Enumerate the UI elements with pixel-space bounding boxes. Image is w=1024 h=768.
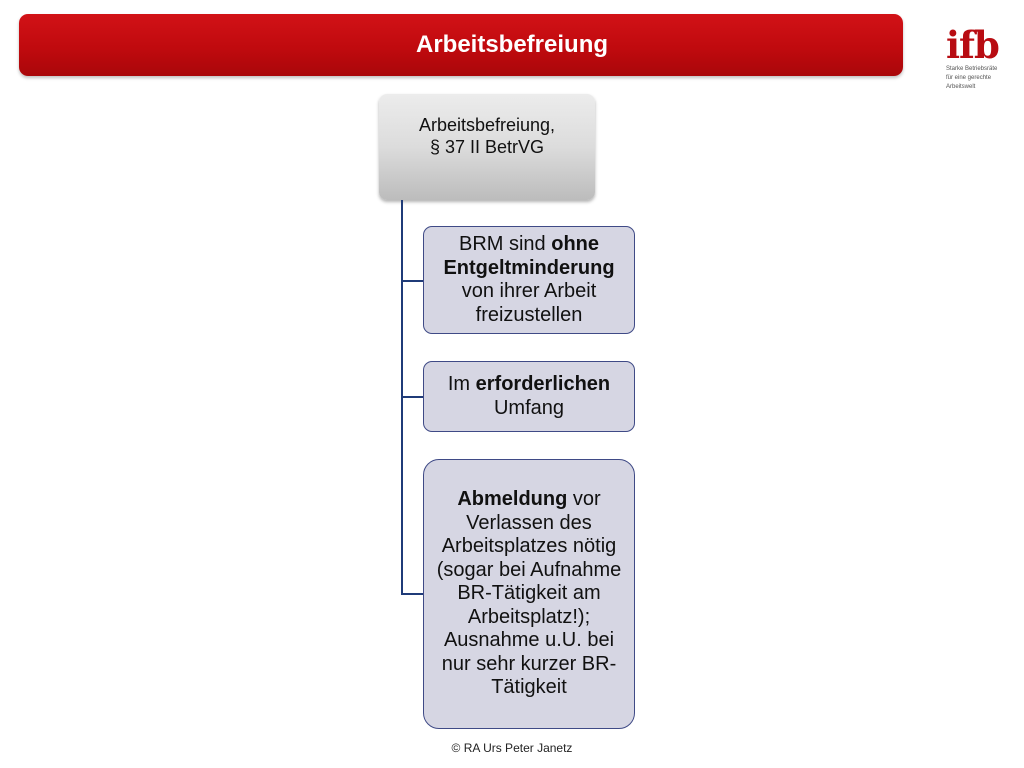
root-node-text xyxy=(419,114,555,158)
child-node-umfang xyxy=(423,361,635,432)
child-node-text xyxy=(430,233,628,327)
text-normal: Im xyxy=(447,373,476,395)
connector-branch-2 xyxy=(401,396,423,398)
child-node-abmeldung xyxy=(423,459,635,729)
logo-tagline-line: Starke Betriebsräte xyxy=(946,66,998,72)
text-normal: vor Verlassen des Arbeitsplatzes nötig (sogar bei Aufnahme BR-Tätigkeit am Arbeitsplatz!); Ausnahme u.U. bei nur sehr kurzer BR-Tätigkeit xyxy=(436,488,622,699)
root-node-line: § 37 II BetrVG xyxy=(429,137,545,157)
connector-branch-3 xyxy=(401,593,423,595)
connector-branch-1 xyxy=(401,280,423,282)
text-bold: Abmeldung xyxy=(457,488,568,511)
child-node-text xyxy=(430,488,628,700)
text-normal: BRM sind xyxy=(458,233,552,255)
root-node xyxy=(379,94,595,200)
text-bold: erforderlichen xyxy=(475,373,611,395)
text-normal: Umfang xyxy=(493,396,565,419)
logo-tagline-line: für eine gerechte xyxy=(946,75,992,81)
child-node-text xyxy=(430,373,628,420)
copyright-footer: © RA Urs Peter Janetz xyxy=(451,741,573,755)
text-bold: ohne Entgeltminderung xyxy=(443,233,615,279)
ifb-logo xyxy=(946,23,1006,90)
logo-tagline-line: Arbeitswelt xyxy=(946,84,976,90)
slide-title: Arbeitsbefreiung xyxy=(415,31,609,58)
child-node-freistellung xyxy=(423,226,635,334)
text-normal: von ihrer Arbeit freizustellen xyxy=(461,280,597,326)
root-node-line: Arbeitsbefreiung, xyxy=(418,115,556,135)
logo-mark: ifb xyxy=(946,23,999,67)
